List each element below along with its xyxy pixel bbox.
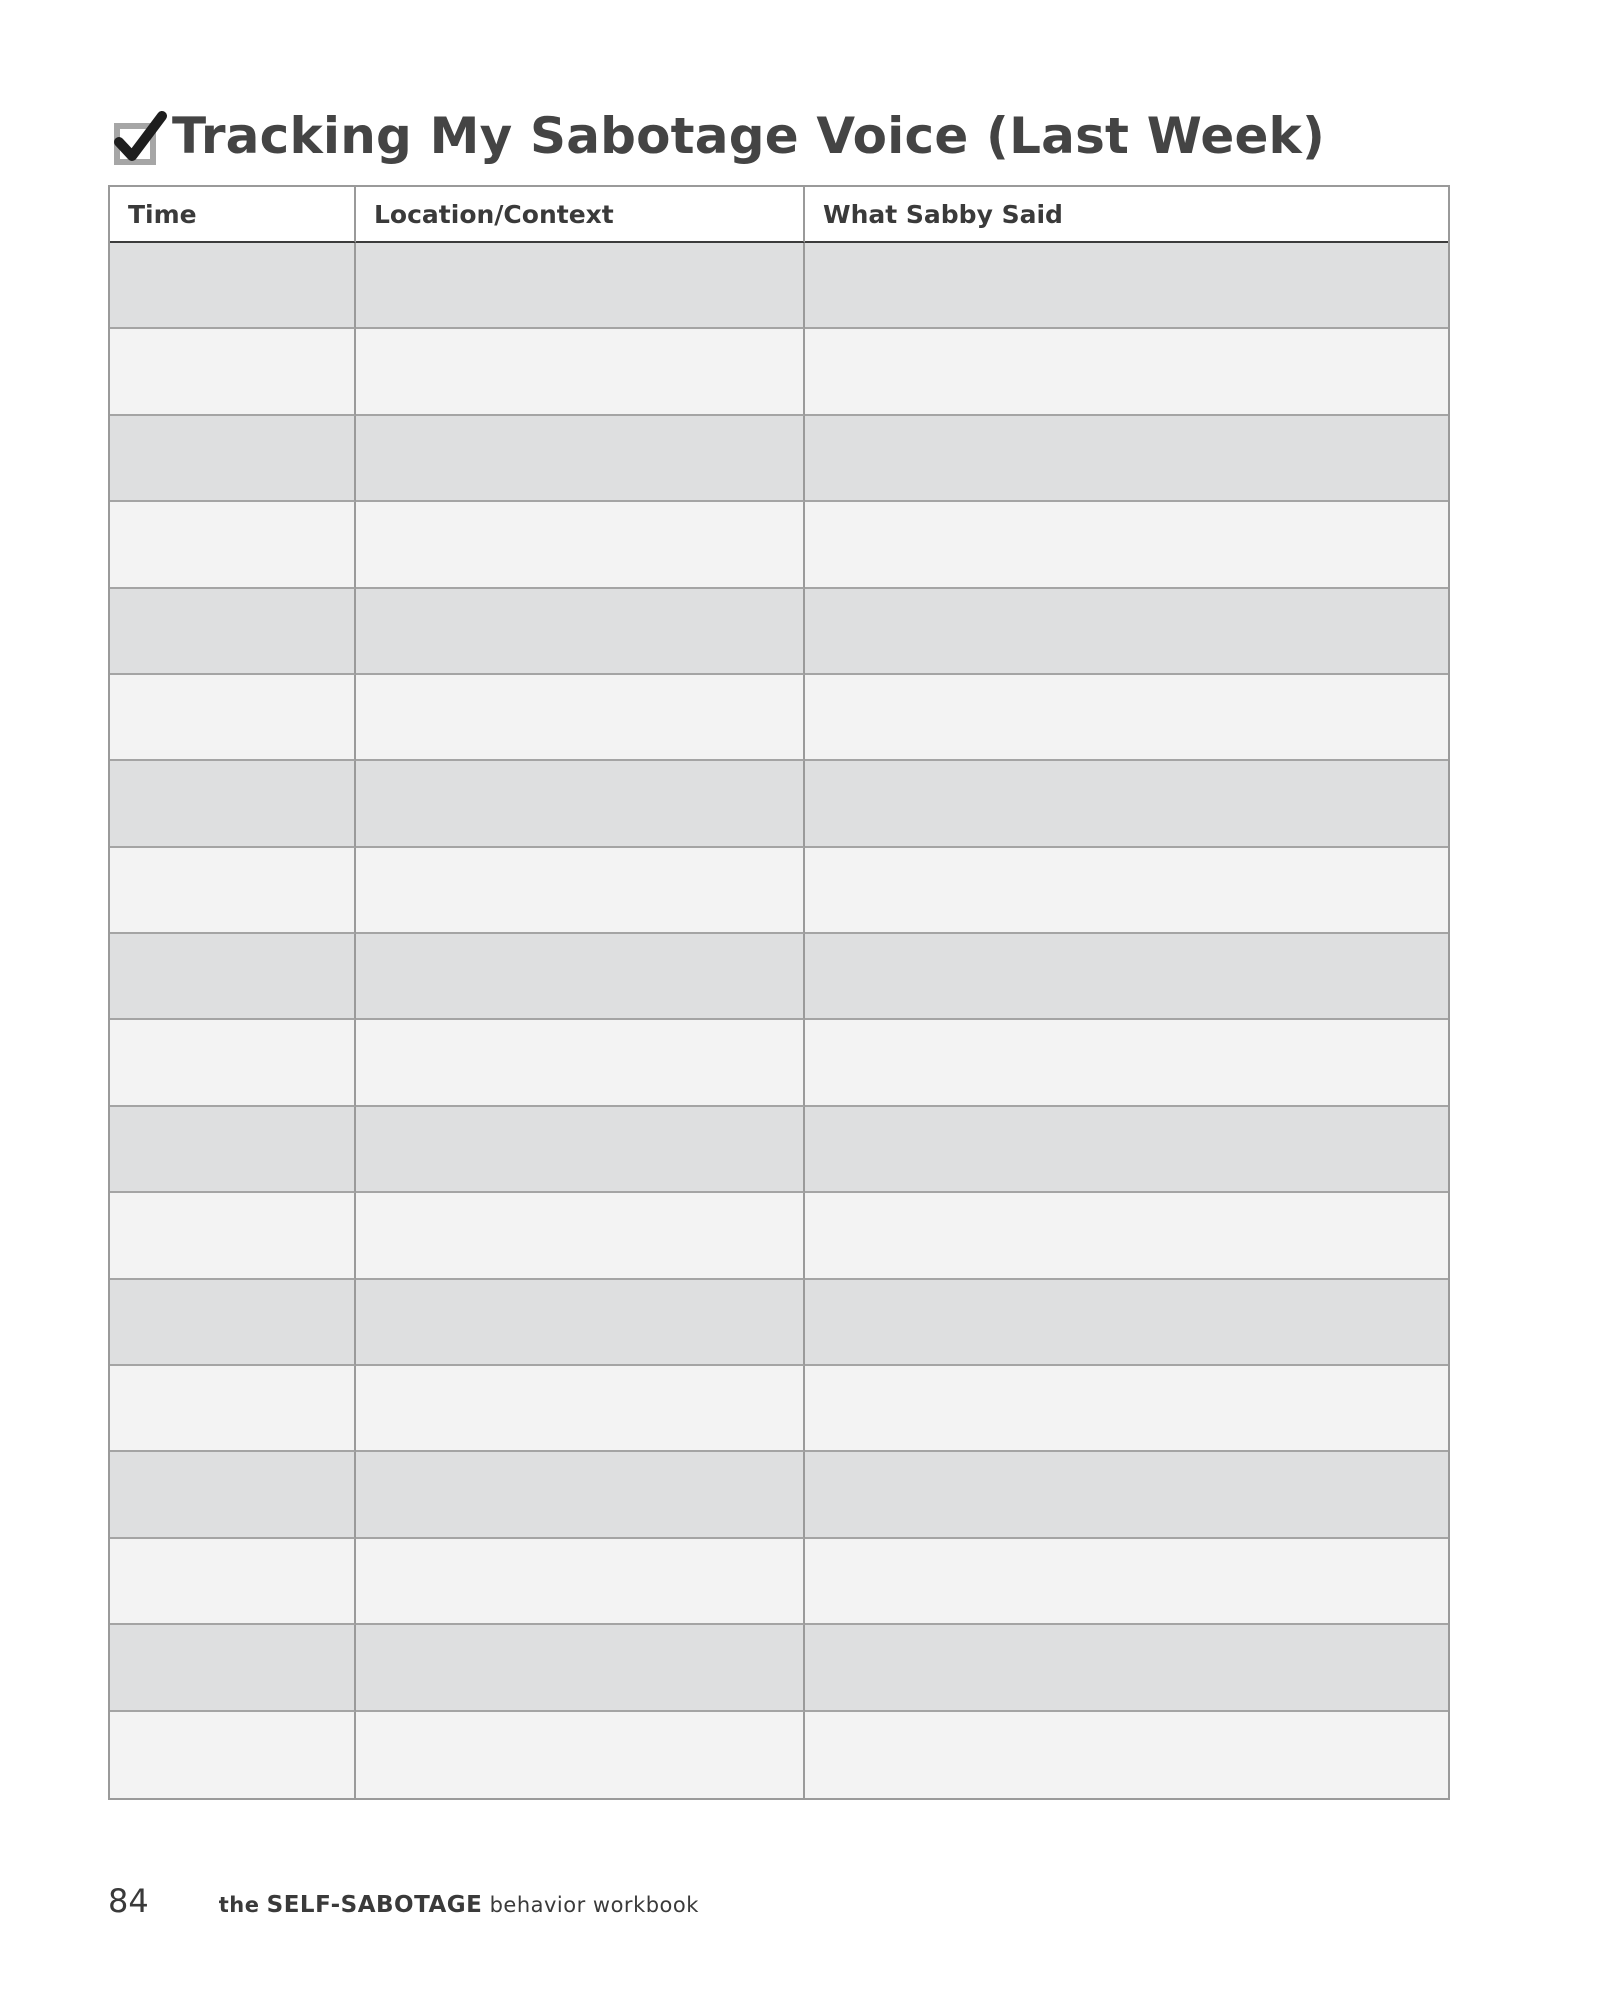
table-cell-location-context[interactable] — [356, 1712, 805, 1798]
table-cell-time[interactable] — [110, 416, 356, 502]
table-cell-what-sabby-said[interactable] — [805, 1280, 1448, 1366]
table-cell-location-context[interactable] — [356, 502, 805, 588]
table-cell-what-sabby-said[interactable] — [805, 675, 1448, 761]
table-cell-time[interactable] — [110, 589, 356, 675]
checkbox-check-icon — [112, 104, 168, 168]
table-cell-what-sabby-said[interactable] — [805, 1712, 1448, 1798]
table-cell-location-context[interactable] — [356, 1020, 805, 1106]
table-cell-what-sabby-said[interactable] — [805, 1107, 1448, 1193]
table-cell-what-sabby-said[interactable] — [805, 502, 1448, 588]
table-cell-what-sabby-said[interactable] — [805, 1539, 1448, 1625]
table-cell-what-sabby-said[interactable] — [805, 934, 1448, 1020]
table-cell-what-sabby-said[interactable] — [805, 761, 1448, 847]
table-cell-location-context[interactable] — [356, 329, 805, 415]
page-number: 84 — [108, 1882, 149, 1920]
table-cell-location-context[interactable] — [356, 848, 805, 934]
table-cell-time[interactable] — [110, 675, 356, 761]
table-cell-location-context[interactable] — [356, 589, 805, 675]
column-header-time: Time — [110, 187, 356, 243]
page-heading — [112, 96, 1325, 176]
table-cell-time[interactable] — [110, 502, 356, 588]
table-cell-what-sabby-said[interactable] — [805, 1452, 1448, 1538]
table-cell-location-context[interactable] — [356, 1539, 805, 1625]
page-title: Tracking My Sabotage Voice (Last Week) — [172, 107, 1326, 165]
table-cell-location-context[interactable] — [356, 675, 805, 761]
table-cell-location-context[interactable] — [356, 761, 805, 847]
table-cell-location-context[interactable] — [356, 1193, 805, 1279]
table-cell-location-context[interactable] — [356, 1107, 805, 1193]
table-cell-time[interactable] — [110, 1280, 356, 1366]
table-cell-time[interactable] — [110, 1539, 356, 1625]
table-cell-location-context[interactable] — [356, 1452, 805, 1538]
table-cell-what-sabby-said[interactable] — [805, 416, 1448, 502]
table-cell-time[interactable] — [110, 848, 356, 934]
page-footer — [108, 1882, 699, 1920]
table-cell-what-sabby-said[interactable] — [805, 589, 1448, 675]
book-title — [219, 1892, 699, 1918]
table-cell-time[interactable] — [110, 1366, 356, 1452]
table-cell-what-sabby-said[interactable] — [805, 1020, 1448, 1106]
table-cell-time[interactable] — [110, 934, 356, 1020]
table-cell-what-sabby-said[interactable] — [805, 848, 1448, 934]
table-cell-location-context[interactable] — [356, 416, 805, 502]
table-cell-location-context[interactable] — [356, 1280, 805, 1366]
book-title-prefix: the — [218, 1893, 260, 1917]
table-cell-what-sabby-said[interactable] — [805, 243, 1448, 329]
table-cell-time[interactable] — [110, 243, 356, 329]
table-cell-time[interactable] — [110, 1107, 356, 1193]
table-cell-what-sabby-said[interactable] — [805, 329, 1448, 415]
column-header-location-context: Location/Context — [356, 187, 805, 243]
table-cell-time[interactable] — [110, 1625, 356, 1711]
column-header-what-sabby-said: What Sabby Said — [805, 187, 1448, 243]
table-cell-what-sabby-said[interactable] — [805, 1193, 1448, 1279]
table-cell-time[interactable] — [110, 1193, 356, 1279]
table-cell-time[interactable] — [110, 329, 356, 415]
table-cell-what-sabby-said[interactable] — [805, 1625, 1448, 1711]
book-title-suffix: behavior workbook — [489, 1893, 699, 1917]
table-cell-location-context[interactable] — [356, 243, 805, 329]
tracking-table — [108, 185, 1450, 1800]
table-cell-time[interactable] — [110, 1712, 356, 1798]
table-cell-location-context[interactable] — [356, 934, 805, 1020]
table-cell-what-sabby-said[interactable] — [805, 1366, 1448, 1452]
table-cell-time[interactable] — [110, 1020, 356, 1106]
table-cell-location-context[interactable] — [356, 1366, 805, 1452]
table-cell-location-context[interactable] — [356, 1625, 805, 1711]
table-cell-time[interactable] — [110, 761, 356, 847]
table-cell-time[interactable] — [110, 1452, 356, 1538]
book-title-main: SELF-SABOTAGE — [266, 1892, 483, 1918]
